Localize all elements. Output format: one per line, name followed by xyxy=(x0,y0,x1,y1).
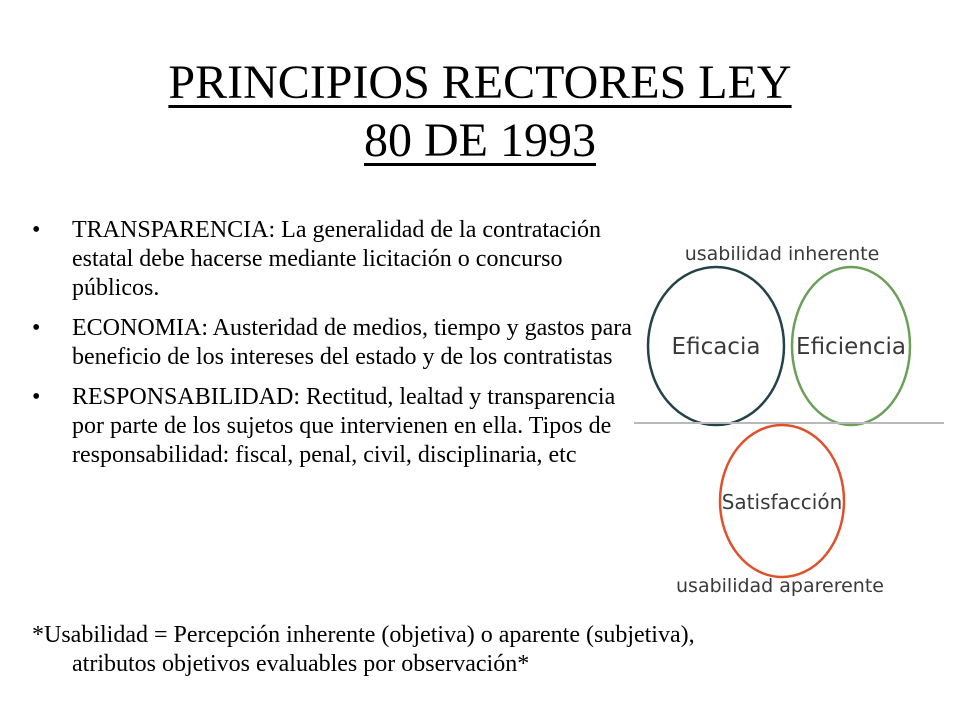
bullet-text: TRANSPARENCIA: La generalidad de la contratación estatal debe hacerse mediante licitación o concurso públicos. xyxy=(72,217,601,301)
usability-note: *Usabilidad = Percepción inherente (objetiva) o aparente (subjetiva), atributos objetivos evaluables por observación* xyxy=(32,622,695,677)
title-line-2: 80 DE 1993 xyxy=(364,114,596,167)
slide-title xyxy=(60,54,900,170)
bullet-economia xyxy=(32,314,632,372)
label-usabilidad-inherente: usabilidad inherente xyxy=(684,243,880,265)
bullet-transparencia xyxy=(32,216,632,303)
bullet-marker: • xyxy=(32,217,41,243)
usability-diagram-svg xyxy=(630,235,950,605)
bullet-marker: • xyxy=(32,384,41,410)
circle-satisfaccion-label: Satisfacción xyxy=(721,490,843,514)
bullet-text: ECONOMIA: Austeridad de medios, tiempo y gastos para beneficio de los intereses del estado y de los contratistas xyxy=(72,315,632,370)
title-line-1: PRINCIPIOS RECTORES LEY xyxy=(168,56,792,109)
bullet-responsabilidad xyxy=(32,383,632,470)
label-usabilidad-aparente: usabilidad aparerente xyxy=(676,575,884,597)
circle-eficiencia-label: Eficiencia xyxy=(796,334,906,360)
circle-eficacia-label: Eficacia xyxy=(671,334,761,360)
bullet-marker: • xyxy=(32,315,41,341)
usability-diagram xyxy=(630,235,950,605)
principles-list xyxy=(32,216,632,481)
bullet-text: RESPONSABILIDAD: Rectitud, lealtad y transparencia por parte de los sujetos que intervienen en ella. Tipos de responsabilidad: fiscal, penal, civil, disciplinaria, etc xyxy=(72,384,616,468)
